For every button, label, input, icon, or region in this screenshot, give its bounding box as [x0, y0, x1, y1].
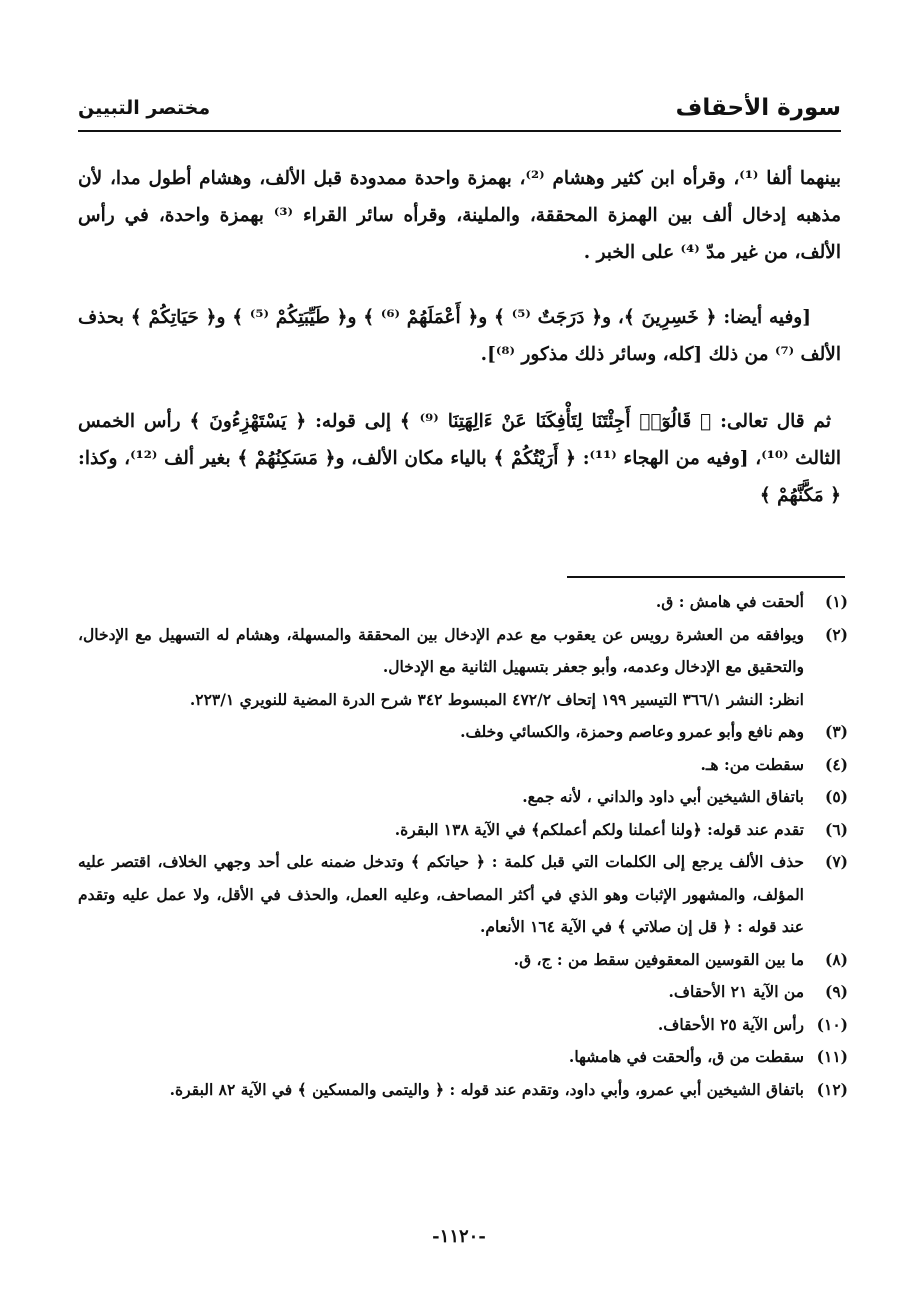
footnote-text: من الآية ٢١ الأحقاف. — [668, 982, 804, 1001]
footnote-number: (١) — [824, 592, 848, 611]
footnote-item — [78, 1041, 848, 1074]
footnote-text: وهم نافع وأبو عمرو وعاصم وحمزة، والكسائي وخلف. — [460, 722, 804, 741]
footnote-text: ما بين القوسين المعقوفين سقط من : ج، ق. — [513, 949, 804, 969]
footnote-item — [78, 716, 848, 749]
footnote-number: (٣) — [824, 722, 848, 741]
footnote-number: (٩) — [824, 982, 848, 1001]
footnote-number: (١١) — [816, 1047, 848, 1066]
footnote-divider — [567, 576, 845, 578]
footnote-item — [78, 781, 848, 814]
footnote-text: انظر: النشر ٣٦٦/١ التيسير ١٩٩ إتحاف ٤٧٢/٢ المبسوط ٣٤٢ شرح الدرة المضية للنويري ٢٢٣/١. — [189, 689, 804, 709]
footnote-item — [78, 586, 848, 619]
main-paragraph: [وفيه أيضا: ﴿ خَسِرِينَ ﴾، و﴿ دَرَجَتٌ ⁽⁵⁾ ﴾ و﴿ أَعْمَلَهُمْ ⁽⁶⁾ ﴾ و﴿ طَيِّبَتِكُمْ ⁽⁵⁾ ﴾ و﴿ حَيَاتِكُمْ ﴾ بحذف الألف ⁽⁷⁾ من ذلك [كله، وسائر ذلك مذكور ⁽⁸⁾]. — [78, 307, 841, 365]
main-paragraph: بينهما ألفا ⁽¹⁾، وقرأه ابن كثير وهشام ⁽²⁾، بهمزة واحدة ممدودة قبل الألف، وهشام أطول مدا، لأن مذهبه إدخال ألف بين الهمزة المحققة، والملينة، وقرأه سائر القراء ⁽³⁾ بهمزة واحدة، في رأس الألف، من غير مدّ ⁽⁴⁾ على الخبر . — [78, 168, 841, 263]
footnote-item — [78, 1009, 848, 1042]
footnote-text: باتفاق الشيخين أبي داود والداني ، لأنه جمع. — [522, 787, 804, 806]
main-text — [78, 160, 841, 514]
footnotes — [78, 586, 848, 1106]
footnote-text: باتفاق الشيخين أبي عمرو، وأبي داود، وتقدم عند قوله : ﴿ واليتمى والمسكين ﴾ في الآية ٨٢ البقرة. — [169, 1079, 804, 1099]
footnote-number: (٢) — [824, 624, 848, 644]
footnote-text: رأس الآية ٢٥ الأحقاف. — [657, 1014, 804, 1034]
footnote-item — [78, 814, 848, 847]
running-header — [78, 86, 841, 132]
footnote-number: (١٠) — [816, 1014, 848, 1034]
footnote-item — [78, 619, 848, 684]
footnote-item — [78, 1074, 848, 1107]
book-title: مختصر التبيين — [78, 97, 211, 119]
footnote-number: (١٢) — [816, 1079, 848, 1099]
footnote-number: (٧) — [824, 852, 848, 871]
footnote-number: (٦) — [824, 819, 848, 839]
footnote-item — [78, 749, 848, 782]
footnote-number: (٨) — [824, 949, 848, 969]
footnote-number: (٥) — [824, 787, 848, 806]
footnote-item — [78, 944, 848, 977]
footnote-item — [78, 846, 848, 944]
footnote-text: ألحقت في هامش : ق. — [655, 592, 804, 611]
footnote-number: (٤) — [824, 754, 848, 774]
surah-title: سورة الأحقاف — [675, 95, 841, 121]
main-paragraph: ثم قال تعالى: ﴿ قَالُوٓا۟ أَجِئْتَنَا لِتَأْفِكَنَا عَنْ ءَالِهَتِنَا ⁽⁹⁾ ﴾ إلى قوله: ﴿ يَسْتَهْزِءُونَ ﴾ رأس الخمس الثالث ⁽¹⁰⁾، [وفيه من الهجاء ⁽¹¹⁾: ﴿ أَرَيْتُكُمْ ﴾ بالياء مكان الألف، و﴿ مَسَكِنُهُمْ ﴾ بغير ألف ⁽¹²⁾، وكذا: ﴿ مَكَّنَّهُمْ ﴾ — [78, 411, 842, 506]
footnote-text: سقطت من ق، وألحقت في هامشها. — [568, 1047, 804, 1066]
footnote-text: سقطت من: هـ. — [700, 754, 804, 774]
footnote-text: حذف الألف يرجع إلى الكلمات التي قبل كلمة : ﴿ حياتكم ﴾ وتدخل ضمنه على أحد وجهي الخلاف، اقتصر عليه المؤلف، والمشهور الإثبات وهو الذي في أكثر المصاحف، وعليه العمل، والحذف في الأقل، ولا عمل عليه وتقدم عند قوله : ﴿ قل إن صلاتي ﴾ في الآية ١٦٤ الأنعام. — [78, 852, 804, 936]
footnote-item — [78, 684, 848, 717]
footnote-text: ويوافقه من العشرة رويس عن يعقوب مع عدم الإدخال بين المحققة والمسهلة، وهشام له التسهيل مع الإدخال، والتحقيق مع الإدخال وعدمه، وأبو جعفر بتسهيل الثانية مع الإدخال. — [78, 624, 804, 676]
page-number: -١١٢٠- — [432, 1226, 486, 1247]
footnote-text: تقدم عند قوله: ﴿ولنا أعملنا ولكم أعملكم﴾ في الآية ١٣٨ البقرة. — [394, 819, 804, 839]
footnote-item — [78, 976, 848, 1009]
